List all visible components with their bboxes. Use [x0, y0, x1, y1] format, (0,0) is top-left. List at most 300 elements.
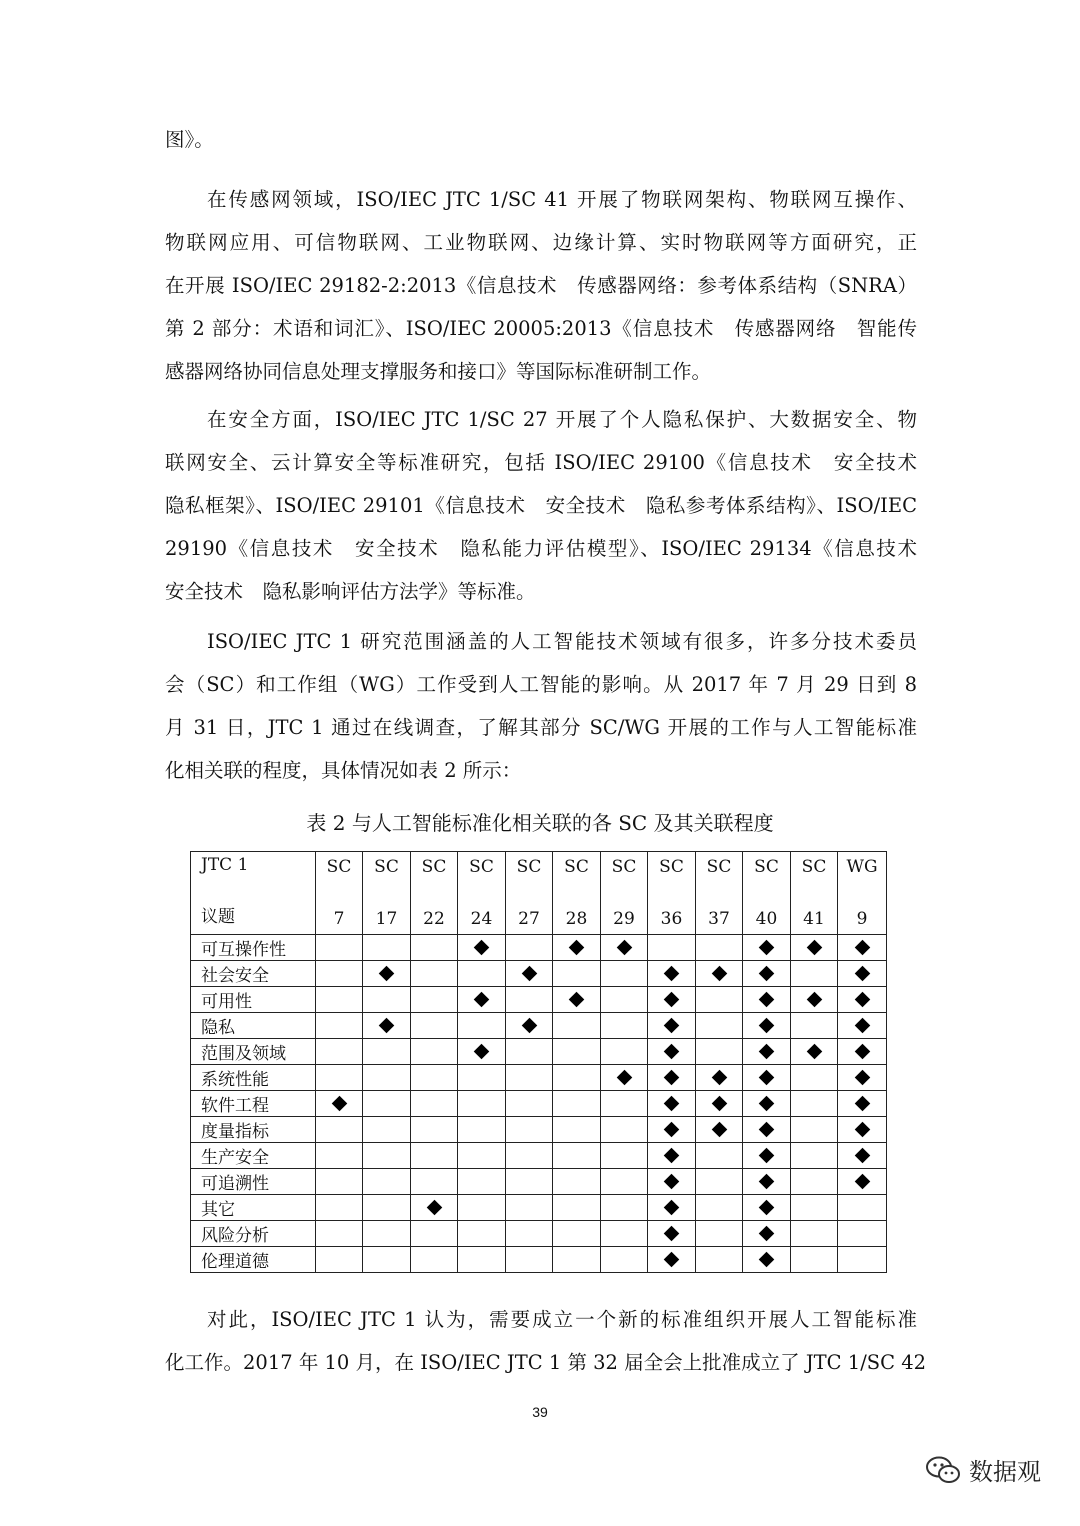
table-cell [553, 1143, 601, 1169]
table-cell [696, 1091, 743, 1117]
table-cell [553, 1091, 601, 1117]
row-label: 范围及领域 [191, 1039, 316, 1065]
table-cell [601, 1221, 648, 1247]
column-header [838, 852, 887, 935]
table-cell [506, 1013, 553, 1039]
table-cell [506, 1195, 553, 1221]
column-header-top: SC [469, 857, 494, 877]
table-cell [411, 1247, 458, 1273]
table-row [191, 1143, 887, 1169]
column-header-top: SC [706, 857, 732, 877]
table-cell [601, 1117, 648, 1143]
header-corner-cell [191, 852, 316, 935]
wechat-icon [925, 1455, 961, 1485]
table-row [191, 1013, 887, 1039]
diamond-mark-icon [759, 991, 775, 1007]
diamond-mark-icon [759, 1095, 775, 1111]
table-cell [791, 1013, 838, 1039]
table-row [191, 935, 887, 961]
table-cell [458, 1143, 506, 1169]
table-cell [601, 1065, 648, 1091]
table-cell [553, 987, 601, 1013]
table-cell [791, 935, 838, 961]
row-label: 其它 [191, 1195, 316, 1221]
header-label-top: JTC 1 [201, 855, 249, 875]
diamond-mark-icon [379, 1017, 395, 1033]
table-cell [458, 1065, 506, 1091]
text-line: 月 31 日，JTC 1 通过在线调查，了解其部分 SC/WG 开展的工作与人工智能标准 [165, 716, 917, 739]
table-cell [601, 1039, 648, 1065]
table-cell [411, 1195, 458, 1221]
table-cell [553, 1169, 601, 1195]
diamond-mark-icon [806, 1043, 822, 1059]
column-header-top: SC [564, 857, 589, 877]
column-header-number: 28 [565, 909, 588, 929]
table-cell [506, 1169, 553, 1195]
diamond-mark-icon [854, 1147, 870, 1163]
diamond-mark-icon [664, 1043, 680, 1059]
table-cell [506, 935, 553, 961]
table-row [191, 1169, 887, 1195]
table-cell [648, 1013, 696, 1039]
diamond-mark-icon [664, 1069, 680, 1085]
table-row [191, 1195, 887, 1221]
table-cell [648, 987, 696, 1013]
column-header [696, 852, 743, 935]
table-cell [648, 1247, 696, 1273]
row-label: 伦理道德 [191, 1247, 316, 1273]
row-label: 生产安全 [191, 1143, 316, 1169]
table-cell [363, 1117, 411, 1143]
column-header-number: 40 [755, 909, 778, 929]
table-cell [411, 935, 458, 961]
diamond-mark-icon [854, 939, 870, 955]
table-cell [601, 1091, 648, 1117]
table-cell [363, 961, 411, 987]
text-line: 物联网应用、可信物联网、工业物联网、边缘计算、实时物联网等方面研究，正 [165, 231, 917, 254]
text-line: 第 2 部分：术语和词汇》、ISO/IEC 20005:2013《信息技术 传感器网络 智能传 [165, 317, 917, 340]
diamond-mark-icon [664, 1121, 680, 1137]
diamond-mark-icon [474, 939, 490, 955]
paragraph-jtc1-scope [165, 620, 917, 792]
table-cell [363, 987, 411, 1013]
table-cell [743, 961, 791, 987]
table-cell [316, 1247, 363, 1273]
table-cell [743, 1247, 791, 1273]
paragraph-security [165, 398, 917, 613]
table-cell [838, 961, 887, 987]
table-cell [363, 1143, 411, 1169]
table-cell [506, 1065, 553, 1091]
table-cell [363, 1065, 411, 1091]
table-cell [458, 1013, 506, 1039]
table-cell [458, 1221, 506, 1247]
table-cell [696, 1143, 743, 1169]
diamond-mark-icon [331, 1095, 347, 1111]
diamond-mark-icon [711, 965, 727, 981]
table-cell [458, 1195, 506, 1221]
table-cell [743, 1091, 791, 1117]
diamond-mark-icon [664, 1225, 680, 1241]
column-header [601, 852, 648, 935]
column-header-number: 41 [803, 909, 825, 929]
diamond-mark-icon [664, 965, 680, 981]
table-cell [838, 1065, 887, 1091]
table-cell [411, 1091, 458, 1117]
diamond-mark-icon [854, 1069, 870, 1085]
table-cell [791, 1221, 838, 1247]
column-header [316, 852, 363, 935]
table-cell [648, 1221, 696, 1247]
table-row [191, 961, 887, 987]
diamond-mark-icon [806, 939, 822, 955]
table-cell [363, 1039, 411, 1065]
diamond-mark-icon [759, 1173, 775, 1189]
diamond-mark-icon [854, 1095, 870, 1111]
row-label: 隐私 [191, 1013, 316, 1039]
row-label: 系统性能 [191, 1065, 316, 1091]
text-line: ISO/IEC JTC 1 研究范围涵盖的人工智能技术领域有很多，许多分技术委员 [207, 630, 917, 653]
paragraph-conclusion [165, 1298, 927, 1384]
table-cell [838, 935, 887, 961]
table-cell [743, 935, 791, 961]
diamond-mark-icon [711, 1095, 727, 1111]
table-cell [648, 1091, 696, 1117]
table-cell [553, 1013, 601, 1039]
table-cell [696, 1247, 743, 1273]
table-cell [553, 1195, 601, 1221]
column-header-top: SC [421, 857, 447, 877]
table-cell [838, 1091, 887, 1117]
table-cell [791, 987, 838, 1013]
table-cell [316, 987, 363, 1013]
table-cell [648, 1117, 696, 1143]
table-cell [316, 1195, 363, 1221]
diamond-mark-icon [759, 1199, 775, 1215]
table-cell [411, 1065, 458, 1091]
table-cell [363, 1013, 411, 1039]
column-header-top: SC [754, 857, 779, 877]
table-cell [601, 1013, 648, 1039]
table-cell [648, 1195, 696, 1221]
diamond-mark-icon [759, 1043, 775, 1059]
table-cell [316, 1169, 363, 1195]
column-header [506, 852, 553, 935]
row-label: 可互操作性 [191, 935, 316, 961]
table-cell [791, 1169, 838, 1195]
column-header-number: 22 [423, 909, 445, 929]
table-cell [791, 1247, 838, 1273]
diamond-mark-icon [569, 991, 585, 1007]
paragraph-0 [165, 118, 917, 161]
column-header-top: SC [611, 857, 637, 877]
table-cell [648, 961, 696, 987]
text-line: 29190《信息技术 安全技术 隐私能力评估模型》、ISO/IEC 29134《信息技术 [165, 537, 917, 560]
table-row [191, 1247, 887, 1273]
table-row [191, 1091, 887, 1117]
table-cell [553, 1221, 601, 1247]
diamond-mark-icon [759, 965, 775, 981]
table-cell [506, 961, 553, 987]
table-cell [506, 1247, 553, 1273]
table-header-row [191, 852, 887, 935]
diamond-mark-icon [616, 939, 632, 955]
table-cell [363, 1247, 411, 1273]
table-cell [458, 1247, 506, 1273]
text-line: 会（SC）和工作组（WG）工作受到人工智能的影响。从 2017 年 7 月 29 日到 8 [165, 673, 917, 696]
row-label: 软件工程 [191, 1091, 316, 1117]
column-header-top: SC [659, 857, 684, 877]
table-row [191, 1117, 887, 1143]
diamond-mark-icon [521, 965, 537, 981]
table-cell [458, 961, 506, 987]
table-cell [743, 1117, 791, 1143]
table-cell [601, 1143, 648, 1169]
diamond-mark-icon [759, 1225, 775, 1241]
table-cell [743, 1013, 791, 1039]
diamond-mark-icon [854, 1173, 870, 1189]
table-cell [601, 1195, 648, 1221]
table-cell [363, 1221, 411, 1247]
table-cell [743, 987, 791, 1013]
page-number: 39 [532, 1404, 548, 1420]
table-cell [601, 987, 648, 1013]
table-cell [316, 1065, 363, 1091]
column-header-top: SC [516, 857, 542, 877]
column-header-number: 24 [470, 909, 493, 929]
table-row [191, 1065, 887, 1091]
text-line: 在安全方面，ISO/IEC JTC 1/SC 27 开展了个人隐私保护、大数据安全、物 [207, 408, 917, 431]
table-cell [506, 1221, 553, 1247]
table-cell [506, 987, 553, 1013]
table-cell [316, 961, 363, 987]
text-line: 安全技术 隐私影响评估方法学》等标准。 [165, 580, 536, 603]
table-cell [458, 935, 506, 961]
table-cell [696, 1039, 743, 1065]
column-header-top: SC [326, 857, 352, 877]
column-header [553, 852, 601, 935]
table-cell [743, 1169, 791, 1195]
table-cell [696, 1195, 743, 1221]
column-header-number: 37 [708, 909, 730, 929]
table-cell [696, 1117, 743, 1143]
column-header [363, 852, 411, 935]
table-cell [791, 1143, 838, 1169]
table-caption: 表 2 与人工智能标准化相关联的各 SC 及其关联程度 [306, 811, 774, 835]
diamond-mark-icon [711, 1069, 727, 1085]
column-header-top: WG [846, 857, 878, 877]
table-cell [696, 935, 743, 961]
table-cell [838, 1013, 887, 1039]
diamond-mark-icon [759, 1147, 775, 1163]
diamond-mark-icon [616, 1069, 632, 1085]
text-line: 隐私框架》、ISO/IEC 29101《信息技术 安全技术 隐私参考体系结构》、ISO/IEC [165, 494, 917, 517]
table-cell [506, 1143, 553, 1169]
text-line: 对此，ISO/IEC JTC 1 认为，需要成立一个新的标准组织开展人工智能标准 [207, 1308, 917, 1331]
table-cell [411, 1221, 458, 1247]
table-cell [316, 1221, 363, 1247]
table-cell [553, 935, 601, 961]
text-line: 联网安全、云计算安全等标准研究，包括 ISO/IEC 29100《信息技术 安全技术 [165, 451, 917, 474]
table-cell [316, 1117, 363, 1143]
row-label: 风险分析 [191, 1221, 316, 1247]
table-cell [838, 1117, 887, 1143]
table-cell [838, 1143, 887, 1169]
table-cell [648, 1065, 696, 1091]
diamond-mark-icon [474, 991, 490, 1007]
table-cell [743, 1143, 791, 1169]
column-header-top: SC [801, 857, 827, 877]
table-cell [791, 1039, 838, 1065]
table-cell [411, 1013, 458, 1039]
diamond-mark-icon [664, 991, 680, 1007]
table-cell [601, 961, 648, 987]
table-cell [791, 961, 838, 987]
table-cell [648, 1143, 696, 1169]
table-cell [411, 961, 458, 987]
table-cell [458, 1117, 506, 1143]
text-line: 化工作。2017 年 10 月，在 ISO/IEC JTC 1 第 32 届全会上批准成立了 JTC 1/SC 42 [165, 1351, 927, 1374]
diamond-mark-icon [664, 1173, 680, 1189]
diamond-mark-icon [806, 991, 822, 1007]
column-header-number: 7 [333, 909, 345, 929]
row-label: 度量指标 [191, 1117, 316, 1143]
diamond-mark-icon [854, 1043, 870, 1059]
text-line: 在开展 ISO/IEC 29182-2:2013《信息技术 传感器网络：参考体系结构（SNRA） [165, 274, 917, 297]
table-cell [648, 1039, 696, 1065]
table-cell [601, 1247, 648, 1273]
table-cell [458, 1039, 506, 1065]
diamond-mark-icon [664, 1199, 680, 1215]
text-line: 感器网络协同信息处理支撑服务和接口》等国际标准研制工作。 [165, 360, 712, 383]
table-cell [411, 1169, 458, 1195]
table-cell [316, 935, 363, 961]
table-cell [696, 1013, 743, 1039]
diamond-mark-icon [759, 1069, 775, 1085]
sc-association-table [190, 851, 887, 1273]
text-line: 化相关联的程度，具体情况如表 2 所示： [165, 759, 522, 782]
table-cell [743, 1039, 791, 1065]
table-row [191, 1039, 887, 1065]
column-header-number: 17 [375, 909, 398, 929]
table-cell [696, 1169, 743, 1195]
diamond-mark-icon [854, 991, 870, 1007]
row-label: 社会安全 [191, 961, 316, 987]
diamond-mark-icon [664, 1017, 680, 1033]
table-cell [363, 1195, 411, 1221]
table-cell [506, 1117, 553, 1143]
table-cell [411, 1039, 458, 1065]
table-cell [838, 987, 887, 1013]
table-cell [791, 1065, 838, 1091]
table-row [191, 1221, 887, 1247]
row-label: 可用性 [191, 987, 316, 1013]
table-cell [838, 1169, 887, 1195]
table-cell [838, 1221, 887, 1247]
table-cell [411, 1117, 458, 1143]
diamond-mark-icon [759, 1121, 775, 1137]
table-cell [316, 1013, 363, 1039]
text-line: 图》。 [165, 128, 214, 151]
table-cell [553, 1117, 601, 1143]
column-header-number: 36 [660, 909, 683, 929]
table-cell [506, 1039, 553, 1065]
diamond-mark-icon [569, 939, 585, 955]
table-cell [553, 1039, 601, 1065]
table-cell [838, 1039, 887, 1065]
table-cell [696, 987, 743, 1013]
table-cell [316, 1091, 363, 1117]
table-row [191, 987, 887, 1013]
column-header-number: 27 [518, 909, 540, 929]
column-header-number: 29 [613, 909, 635, 929]
column-header [743, 852, 791, 935]
diamond-mark-icon [759, 939, 775, 955]
diamond-mark-icon [854, 1121, 870, 1137]
column-header-number: 9 [856, 909, 868, 929]
table-cell [316, 1143, 363, 1169]
table-cell [363, 935, 411, 961]
table-cell [791, 1091, 838, 1117]
diamond-mark-icon [426, 1199, 442, 1215]
table-cell [791, 1195, 838, 1221]
diamond-mark-icon [379, 965, 395, 981]
table-cell [458, 1169, 506, 1195]
table-cell [743, 1221, 791, 1247]
table-cell [696, 1221, 743, 1247]
table-cell [743, 1195, 791, 1221]
header-label-bottom: 议题 [201, 907, 235, 927]
table-cell [553, 961, 601, 987]
diamond-mark-icon [711, 1121, 727, 1137]
table-cell [696, 1065, 743, 1091]
table-cell [458, 1091, 506, 1117]
column-header [458, 852, 506, 935]
table-cell [506, 1091, 553, 1117]
table-cell [553, 1065, 601, 1091]
row-label: 可追溯性 [191, 1169, 316, 1195]
column-header [791, 852, 838, 935]
diamond-mark-icon [474, 1043, 490, 1059]
table-cell [838, 1195, 887, 1221]
watermark [925, 1452, 1041, 1487]
table-cell [601, 935, 648, 961]
table-cell [553, 1247, 601, 1273]
table-cell [411, 987, 458, 1013]
table-cell [363, 1169, 411, 1195]
column-header [648, 852, 696, 935]
diamond-mark-icon [759, 1251, 775, 1267]
paragraph-sensor-network [165, 178, 917, 393]
watermark-text: 数据观 [969, 1458, 1041, 1486]
text-line: 在传感网领域，ISO/IEC JTC 1/SC 41 开展了物联网架构、物联网互操作、 [207, 188, 917, 211]
diamond-mark-icon [759, 1017, 775, 1033]
table-cell [363, 1091, 411, 1117]
table-cell [648, 1169, 696, 1195]
diamond-mark-icon [664, 1095, 680, 1111]
table-cell [838, 1247, 887, 1273]
table-cell [316, 1039, 363, 1065]
column-header-top: SC [374, 857, 399, 877]
table-cell [601, 1169, 648, 1195]
diamond-mark-icon [664, 1251, 680, 1267]
diamond-mark-icon [854, 1017, 870, 1033]
table-cell [411, 1143, 458, 1169]
table-cell [743, 1065, 791, 1091]
diamond-mark-icon [664, 1147, 680, 1163]
table-cell [458, 987, 506, 1013]
diamond-mark-icon [521, 1017, 537, 1033]
